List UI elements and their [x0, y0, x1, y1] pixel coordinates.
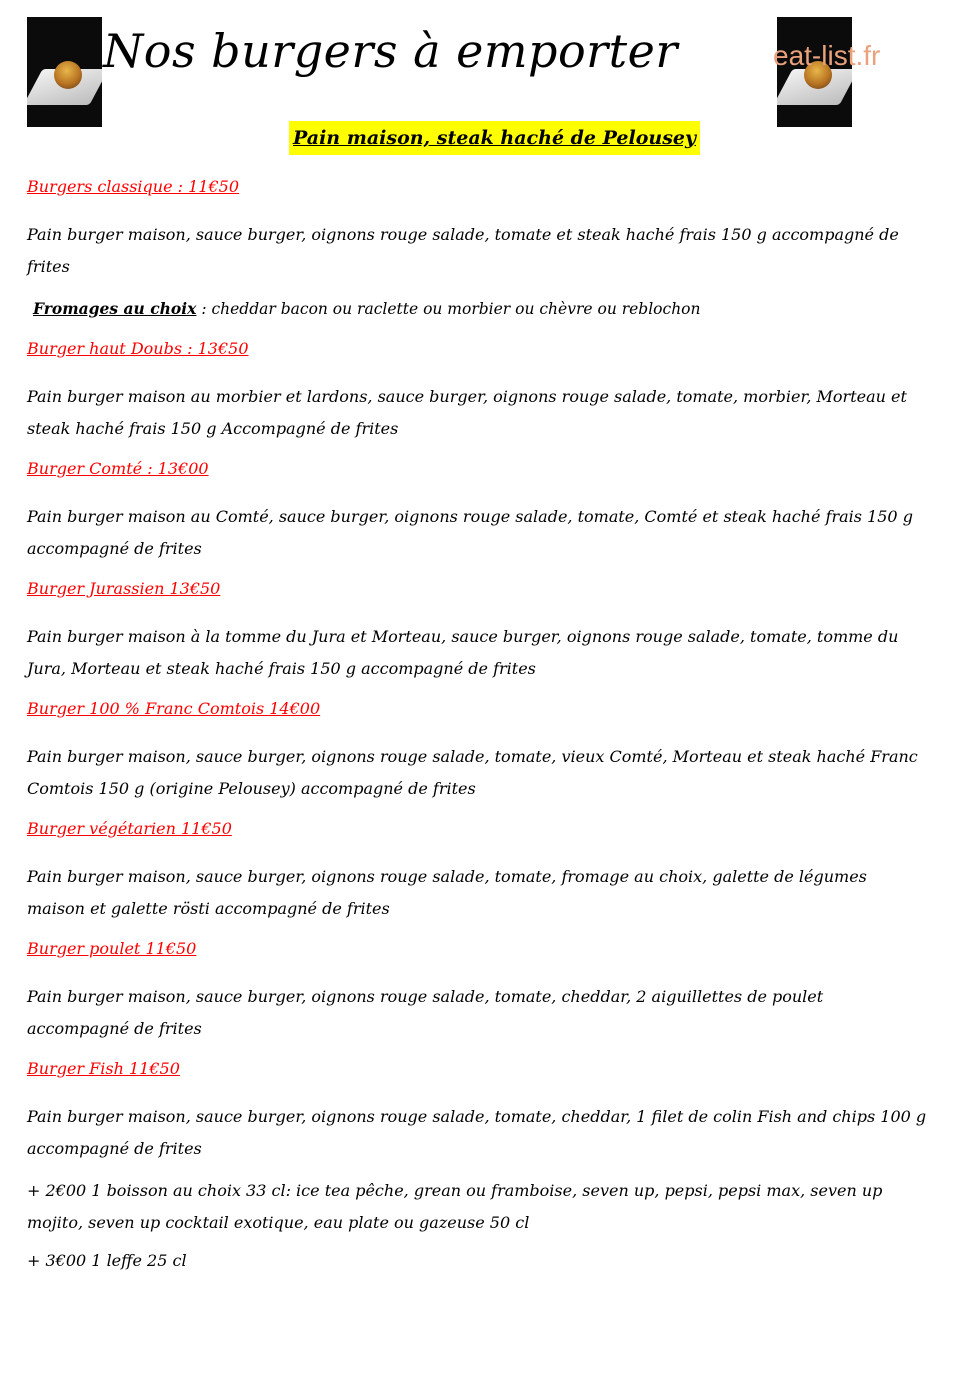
burger-photo-left	[27, 17, 102, 127]
menu-item-desc-classique: Pain burger maison, sauce burger, oignons rouge salade, tomate et steak haché frais 150 g accompagné de frites	[27, 225, 899, 276]
extra-drink: + 2€00 1 boisson au choix 33 cl: ice tea pêche, grean ou framboise, seven up, pepsi, pepsi max, seven up mojito, seven up cocktail exotique, eau plate ou gazeuse 50 cl	[27, 1181, 883, 1232]
cheese-label: Fromages au choix	[33, 299, 197, 318]
burger-photo-right	[777, 17, 852, 127]
menu-item-heading-comte: Burger Comté : 13€00	[27, 459, 209, 478]
menu-item-desc-vegetarien: Pain burger maison, sauce burger, oignons rouge salade, tomate, fromage au choix, galette de légumes maison et galette rösti accompagné de frites	[27, 867, 867, 918]
cheese-options	[33, 293, 927, 325]
page-title: Nos burgers à emporter	[103, 24, 678, 78]
menu-item-desc-haut-doubs: Pain burger maison au morbier et lardons, sauce burger, oignons rouge salade, tomate, morbier, Morteau et steak haché frais 150 g Accompagné de frites	[27, 387, 907, 438]
menu-item-desc-franc-comtois: Pain burger maison, sauce burger, oignons rouge salade, tomate, vieux Comté, Morteau et steak haché Franc Comtois 150 g (origine Pelousey) accompagné de frites	[27, 747, 918, 798]
menu-item-desc-jurassien: Pain burger maison à la tomme du Jura et Morteau, sauce burger, oignons rouge salade, tomate, tomme du Jura, Morteau et steak haché frais 150 g accompagné de frites	[27, 627, 899, 678]
menu-item-heading-poulet: Burger poulet 11€50	[27, 939, 197, 958]
menu-item-heading-haut-doubs: Burger haut Doubs : 13€50	[27, 339, 249, 358]
menu-item-heading-jurassien: Burger Jurassien 13€50	[27, 579, 221, 598]
menu-item-heading-classique: Burgers classique : 11€50	[27, 177, 239, 196]
menu-item-desc-fish: Pain burger maison, sauce burger, oignons rouge salade, tomate, cheddar, 1 filet de colin Fish and chips 100 g accompagné de frites	[27, 1107, 927, 1158]
extra-beer: + 3€00 1 leffe 25 cl	[27, 1251, 187, 1270]
watermark: eat-list.fr	[773, 40, 881, 71]
cheese-list: : cheddar bacon ou raclette ou morbier ou chèvre ou reblochon	[196, 300, 701, 318]
subtitle-banner: Pain maison, steak haché de Pelousey	[289, 121, 700, 155]
menu-item-desc-poulet: Pain burger maison, sauce burger, oignons rouge salade, tomate, cheddar, 2 aiguillettes de poulet accompagné de frites	[27, 987, 824, 1038]
menu-item-desc-comte: Pain burger maison au Comté, sauce burger, oignons rouge salade, tomate, Comté et steak haché frais 150 g accompagné de frites	[27, 507, 913, 558]
burger-shape	[54, 61, 82, 89]
menu-item-heading-franc-comtois: Burger 100 % Franc Comtois 14€00	[27, 699, 321, 718]
menu-item-heading-fish: Burger Fish 11€50	[27, 1059, 180, 1078]
menu-content	[27, 173, 927, 1283]
menu-item-heading-vegetarien: Burger végétarien 11€50	[27, 819, 232, 838]
